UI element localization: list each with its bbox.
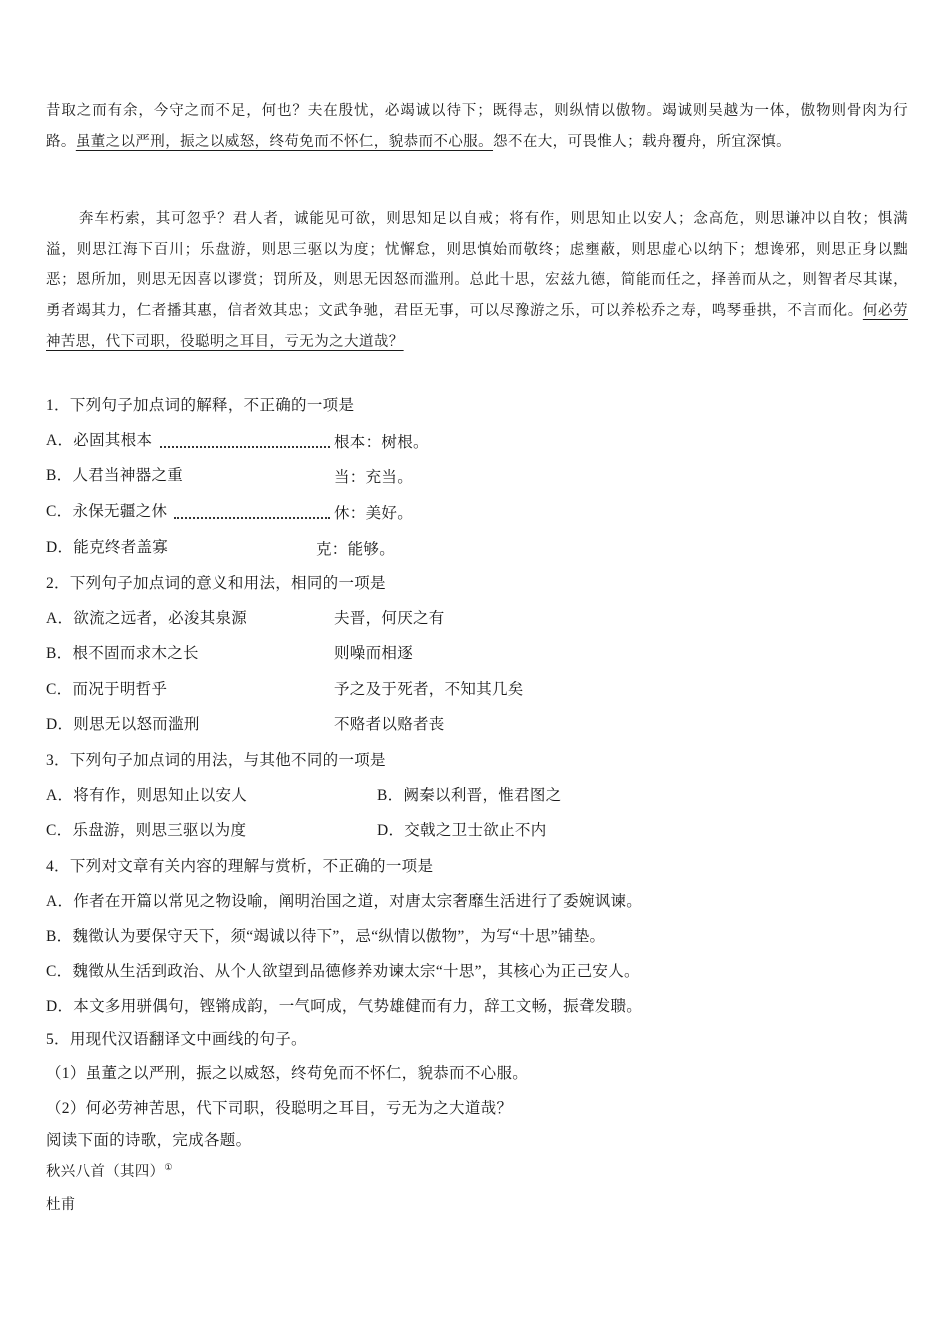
question-2-stem: 2．下列句子加点词的意义和用法，相同的一项是 — [46, 575, 386, 592]
q3-option-b: B．阙秦以利晋，惟君图之 — [377, 787, 562, 804]
footnote-mark: ① — [164, 1163, 173, 1174]
passage-paragraph-1 — [46, 96, 908, 157]
q4-option-c: C．魏徵从生活到政治、从个人欲望到品德修养劝谏太宗“十思”，其核心为正己安人。 — [46, 963, 640, 980]
q5-item-2: （2）何必劳神苦思，代下司职，役聪明之耳目，亏无为之大道哉？ — [46, 1100, 513, 1117]
poem-title — [46, 1160, 173, 1181]
q4-option-b: B．魏徵认为要保守天下，须“竭诚以待下”，忌“纵情以傲物”，为写“十思”铺垫。 — [46, 928, 606, 945]
dotted-leader — [174, 517, 330, 519]
q2-option-c: C．而况于明哲乎 — [46, 681, 168, 698]
passage-text: 昔取之而有余，今守之而不足，何也？夫在殷忧，必竭诚以待下；既得志，则纵情以傲物。竭诚则吴越为一体，傲物则骨肉为行路。 — [46, 103, 908, 150]
underlined-sentence-1: 虽董之以严刑，振之以威怒，终苟免而不怀仁，貌恭而不心服。 — [75, 133, 494, 150]
passage-text: 奔车朽索，其可忽乎？君人者，诚能见可欲，则思知足以自戒；将有作，则思知止以安人；念高危，则思谦冲以自牧；惧满溢，则思江海下百川；乐盘游，则思三驱以为度；忧懈怠，则思慎始而敬终；虑壅蔽，则思虚心以纳下；想谗邪，则思正身以黜恶；恩所加，则思无因喜以谬赏；罚所及，则思无因怒而滥刑。总此十思，宏兹九德，简能而任之，择善而从之，则智者尽其谋，勇者竭其力，仁者播其惠，信者效其忠；文武争驰，君臣无事，可以尽豫游之乐，可以养松乔之寿，鸣琴垂拱，不言而化。 — [46, 211, 908, 320]
question-4-stem: 4．下列对文章有关内容的理解与赏析，不正确的一项是 — [46, 858, 434, 875]
q3-option-a: A．将有作，则思知止以安人 — [46, 787, 248, 804]
q1-option-c-explanation: 休：美好。 — [334, 505, 414, 522]
question-1-stem: 1．下列句子加点词的解释，不正确的一项是 — [46, 397, 355, 414]
q2-option-a: A．欲流之远者，必浚其泉源 — [46, 610, 248, 627]
q2-option-b-pair: 则噪而相逐 — [334, 645, 414, 662]
q2-option-c-pair: 予之及于死者，不知其几矣 — [334, 681, 524, 698]
passage-paragraph-2 — [46, 204, 908, 358]
passage-text: 怨不在大，可畏惟人；载舟覆舟，所宜深慎。 — [493, 133, 792, 150]
q1-option-a: A．必固其根本 — [46, 432, 153, 449]
poem-author: 杜甫 — [46, 1197, 76, 1213]
q1-option-b: B．人君当神器之重 — [46, 467, 184, 484]
q1-option-a-explanation: 根本：树根。 — [334, 434, 429, 451]
question-5-stem: 5．用现代汉语翻译文中画线的句子。 — [46, 1031, 307, 1048]
q4-option-d: D．本文多用骈偶句，铿锵成韵，一气呵成，气势雄健而有力，辞工文畅，振聋发聩。 — [46, 998, 643, 1015]
dotted-leader — [160, 446, 330, 448]
underlined-sentence-2: 何必劳神苦思，代下司职，役聪明之耳目，亏无为之大道哉？ — [46, 303, 908, 350]
poem-title-text: 秋兴八首（其四） — [46, 1164, 165, 1180]
q1-option-d: D．能克终者盖寡 — [46, 539, 169, 556]
q2-option-a-pair: 夫晋，何厌之有 — [334, 610, 445, 627]
q2-option-d: D．则思无以怒而滥刑 — [46, 716, 200, 733]
poem-intro: 阅读下面的诗歌，完成各题。 — [46, 1132, 252, 1149]
q2-option-d-pair: 不赂者以赂者丧 — [334, 716, 445, 733]
q1-option-d-explanation: 克：能够。 — [316, 541, 396, 558]
q1-option-b-explanation: 当：充当。 — [334, 469, 414, 486]
question-3-stem: 3．下列句子加点词的用法，与其他不同的一项是 — [46, 752, 386, 769]
q5-item-1: （1）虽董之以严刑，振之以威怒，终苟免而不怀仁，貌恭而不心服。 — [46, 1065, 529, 1082]
q1-option-c: C．永保无疆之休 — [46, 503, 168, 520]
q2-option-b: B．根不固而求木之长 — [46, 645, 199, 662]
q4-option-a: A．作者在开篇以常见之物设喻，阐明治国之道，对唐太宗奢靡生活进行了委婉讽谏。 — [46, 893, 643, 910]
q3-option-d: D．交戟之卫士欲止不内 — [377, 822, 547, 839]
q3-option-c: C．乐盘游，则思三驱以为度 — [46, 822, 247, 839]
